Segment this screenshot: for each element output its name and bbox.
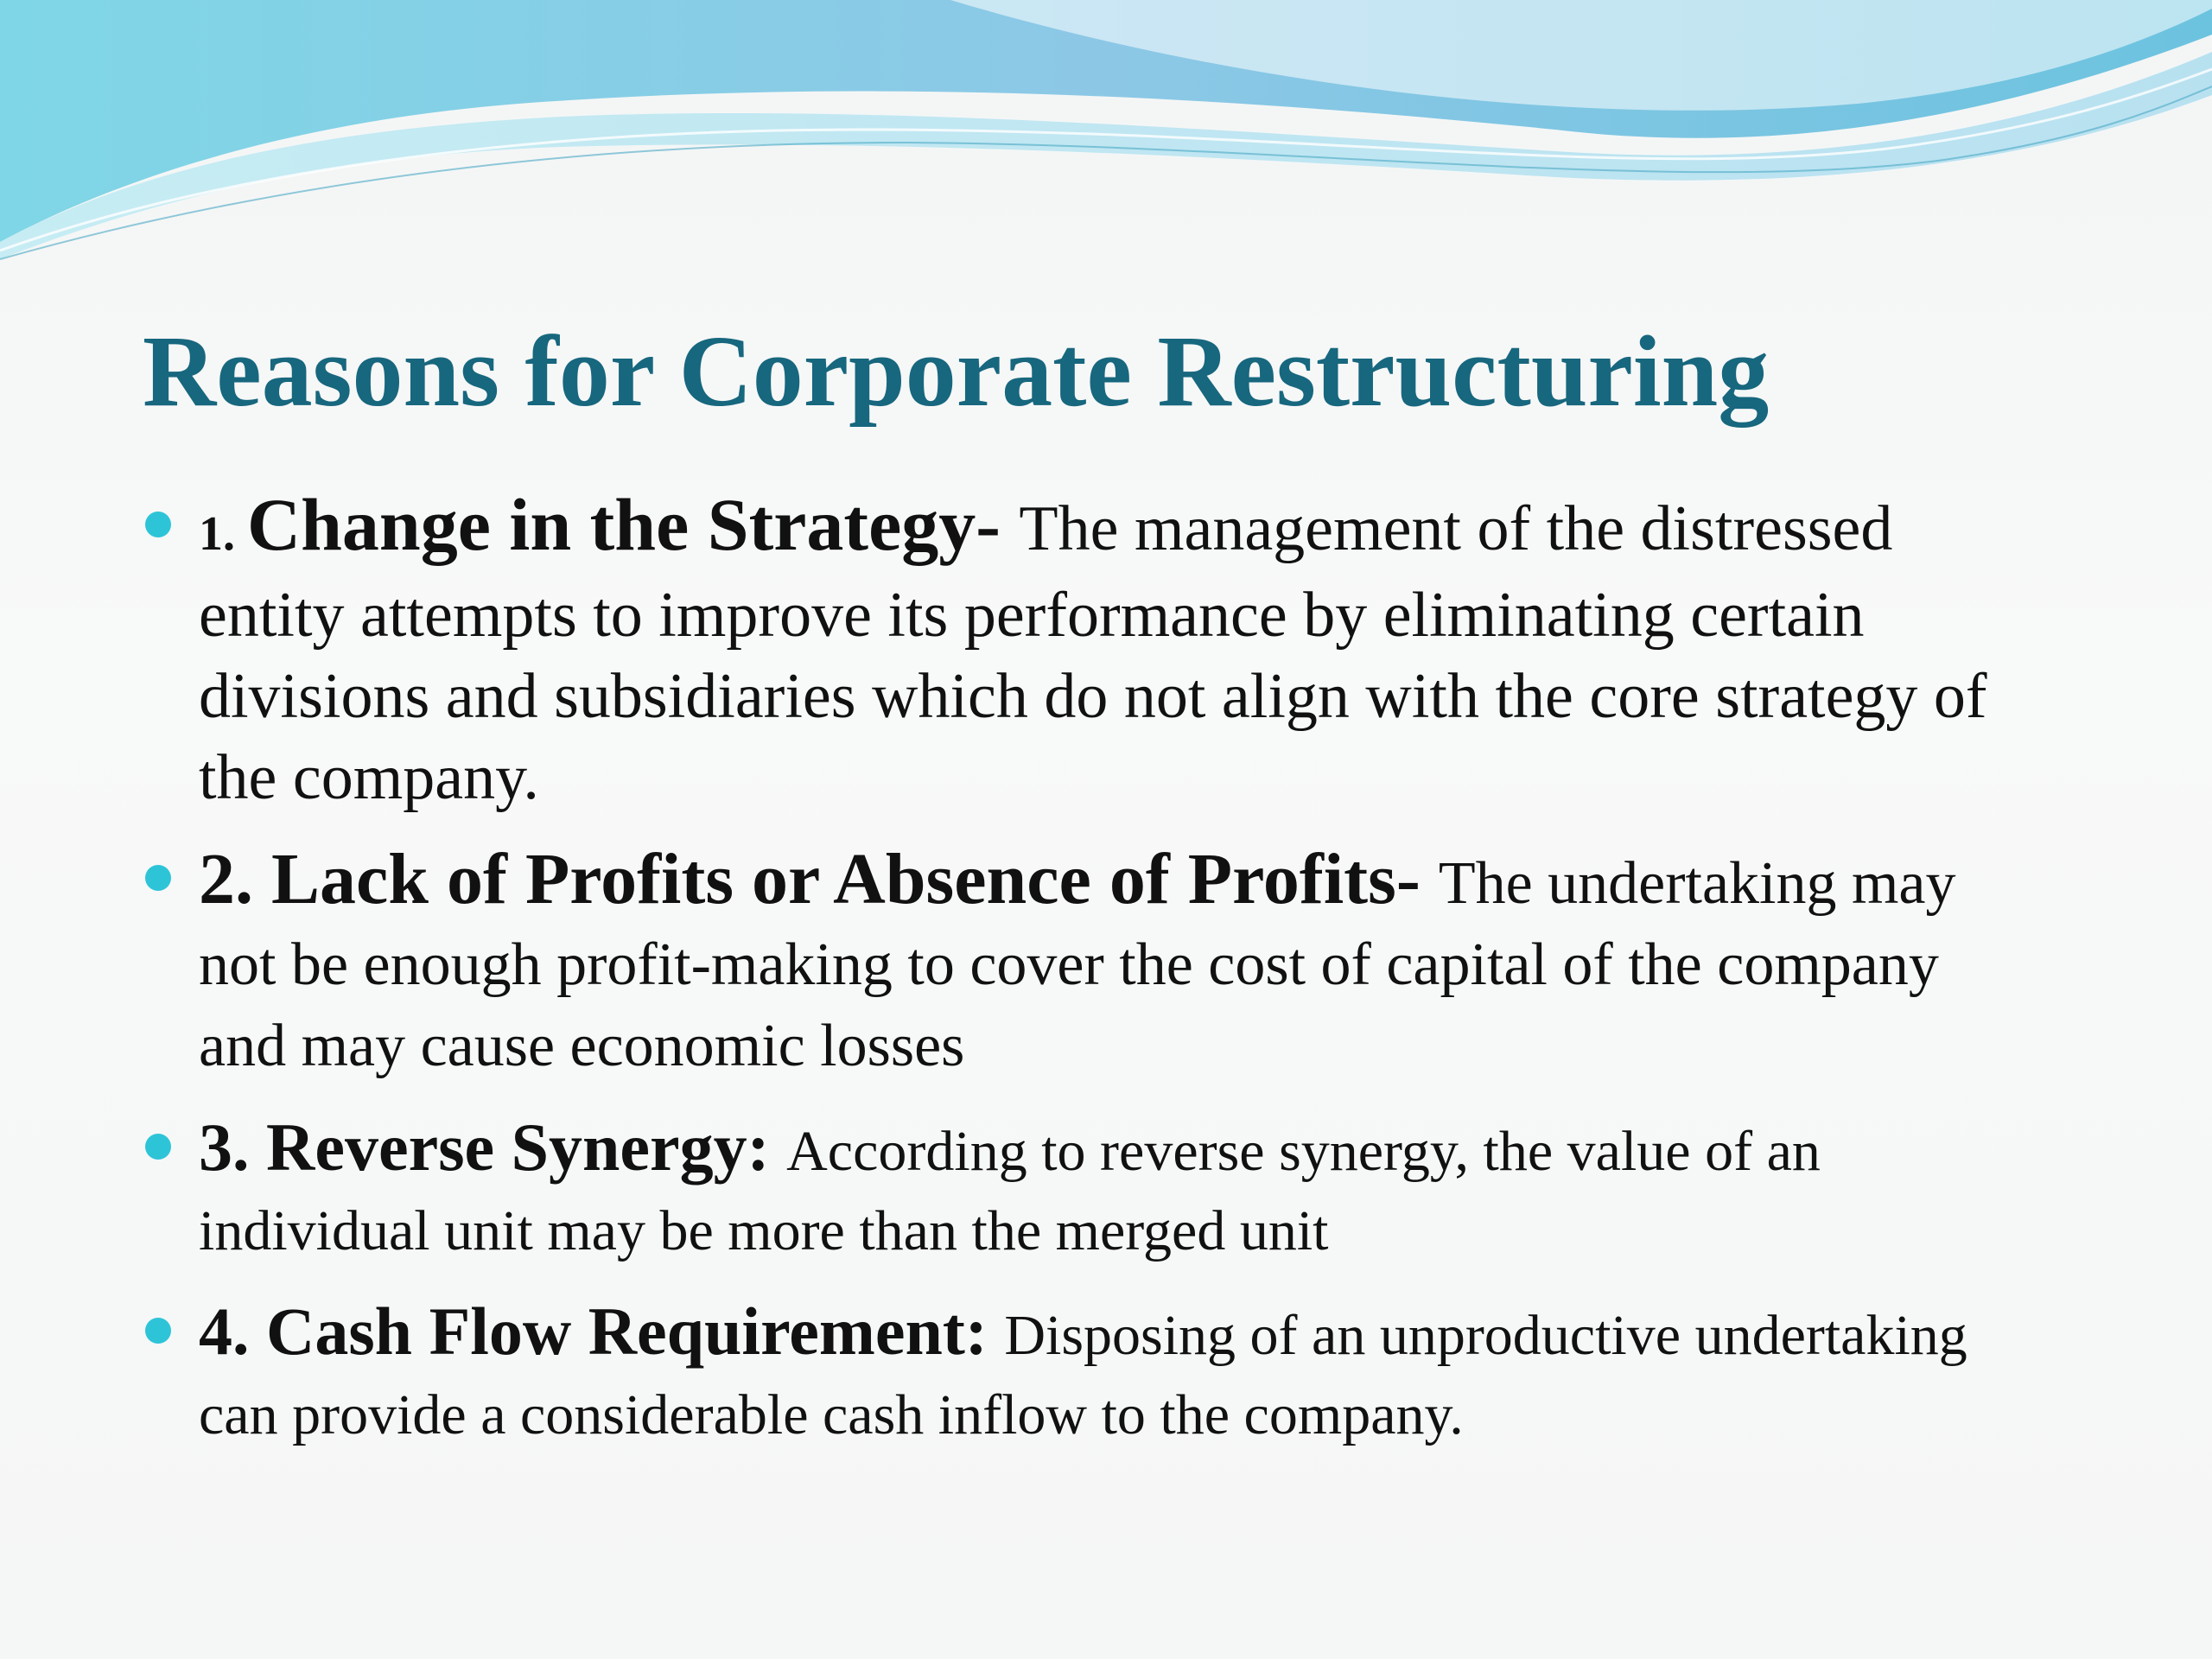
item-text: Disposing of an unproductive undertaking can provide a considerable cash inflow to the company. xyxy=(199,1304,1967,1446)
bullet-icon xyxy=(145,865,171,891)
slide-title: Reasons for Corporate Restructuring xyxy=(143,315,1770,428)
bullet-icon xyxy=(145,1134,171,1160)
list-item xyxy=(138,1292,2039,1455)
item-text: According to reverse synergy, the value of an individual unit may be more than the merged unit xyxy=(199,1120,1821,1262)
list-item xyxy=(138,1108,2039,1271)
list-item xyxy=(138,484,2039,818)
bullet-icon xyxy=(145,1318,171,1344)
reasons-list xyxy=(138,484,2039,1476)
item-text: The management of the distressed entity attempts to improve its performance by eliminating certain divisions and subsidiaries which do not align with the core strategy of the company. xyxy=(199,493,1987,813)
item-heading: 2. Lack of Profits or Absence of Profits- xyxy=(199,839,1439,919)
header-wave-decoration xyxy=(0,0,2212,276)
item-text: The undertaking may not be enough profit-making to cover the cost of capital of the company and may cause economic losses xyxy=(199,850,1956,1079)
item-number: 1. xyxy=(199,507,247,561)
list-item xyxy=(138,839,2039,1087)
item-heading: Change in the Strategy- xyxy=(247,483,1020,566)
item-heading: 4. Cash Flow Requirement: xyxy=(199,1294,1005,1369)
item-heading: 3. Reverse Synergy: xyxy=(199,1109,787,1185)
bullet-icon xyxy=(145,512,171,537)
